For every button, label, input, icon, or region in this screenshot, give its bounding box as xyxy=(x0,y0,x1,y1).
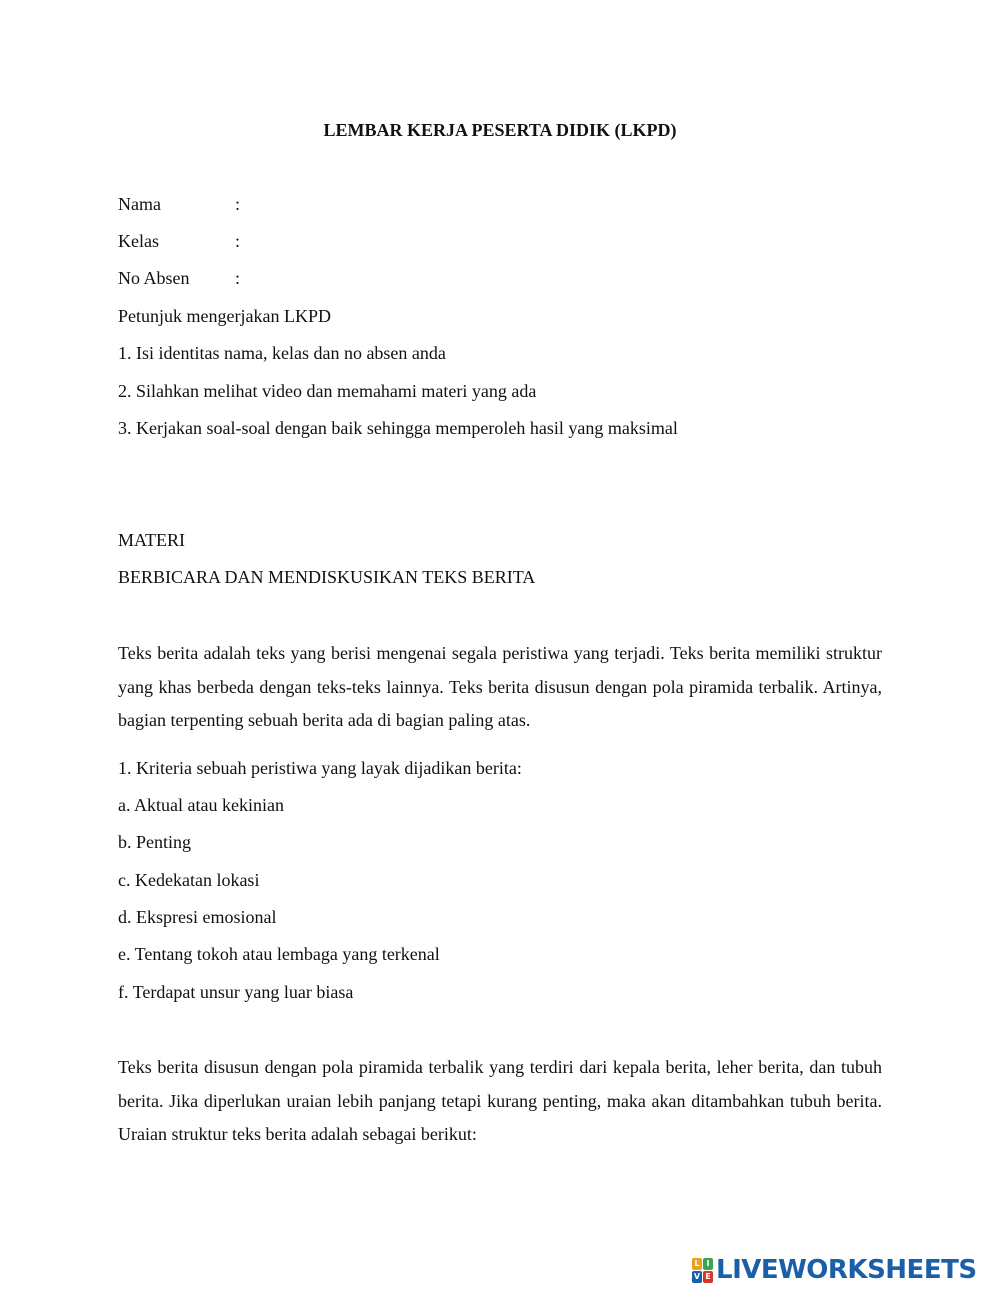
materi-label: MATERI xyxy=(118,530,185,550)
colon-nama: : xyxy=(235,194,241,214)
logo-mark-letter: V xyxy=(693,1271,701,1281)
logo-mark-letter: E xyxy=(703,1271,713,1283)
criteria-item: d. Ekspresi emosional xyxy=(118,907,277,927)
criteria-item: f. Terdapat unsur yang luar biasa xyxy=(118,982,354,1002)
colon-kelas: : xyxy=(235,231,241,251)
logo-mark-letter: I xyxy=(703,1258,713,1270)
criteria-item: e. Tentang tokoh atau lembaga yang terkenal xyxy=(118,944,440,964)
logo-mark-icon xyxy=(692,1258,713,1283)
logo-mark-letter: L xyxy=(692,1258,702,1270)
page-title: LEMBAR KERJA PESERTA DIDIK (LKPD) xyxy=(323,120,677,140)
criteria-item: a. Aktual atau kekinian xyxy=(118,795,284,815)
criteria-item: b. Penting xyxy=(118,832,192,852)
criteria-item: c. Kedekatan lokasi xyxy=(118,870,260,890)
instructions-heading: Petunjuk mengerjakan LKPD xyxy=(118,306,331,326)
paragraph-structure: Teks berita disusun dengan pola piramida terbalik yang terdiri dari kepala berita, leher berita, dan tubuh berita. Jika diperlukan uraian lebih panjang tetapi kurang penting, maka akan ditambahkan tubuh berita. Uraian struktur teks berita adalah sebagai berikut: xyxy=(118,1057,882,1144)
label-kelas: Kelas xyxy=(118,231,159,251)
paragraph-definition: Teks berita adalah teks yang berisi mengenai segala peristiwa yang terjadi. Teks berita memiliki struktur yang khas berbeda dengan teks-teks lainnya. Teks berita disusun dengan pola piramida terbalik. Artinya, bagian terpenting sebuah berita ada di bagian paling atas. xyxy=(118,643,882,730)
materi-topic: BERBICARA DAN MENDISKUSIKAN TEKS BERITA xyxy=(118,567,536,587)
instruction-item: 1. Isi identitas nama, kelas dan no absen anda xyxy=(118,343,446,363)
instruction-item: 2. Silahkan melihat video dan memahami materi yang ada xyxy=(118,381,537,401)
logo-text: LIVEWORKSHEETS xyxy=(716,1255,977,1285)
label-nama: Nama xyxy=(118,194,161,214)
criteria-heading: 1. Kriteria sebuah peristiwa yang layak dijadikan berita: xyxy=(118,758,522,778)
label-no-absen: No Absen xyxy=(118,268,190,288)
instruction-item: 3. Kerjakan soal-soal dengan baik sehingga memperoleh hasil yang maksimal xyxy=(118,418,678,438)
liveworksheets-logo xyxy=(692,1256,977,1284)
colon-no-absen: : xyxy=(235,268,241,288)
